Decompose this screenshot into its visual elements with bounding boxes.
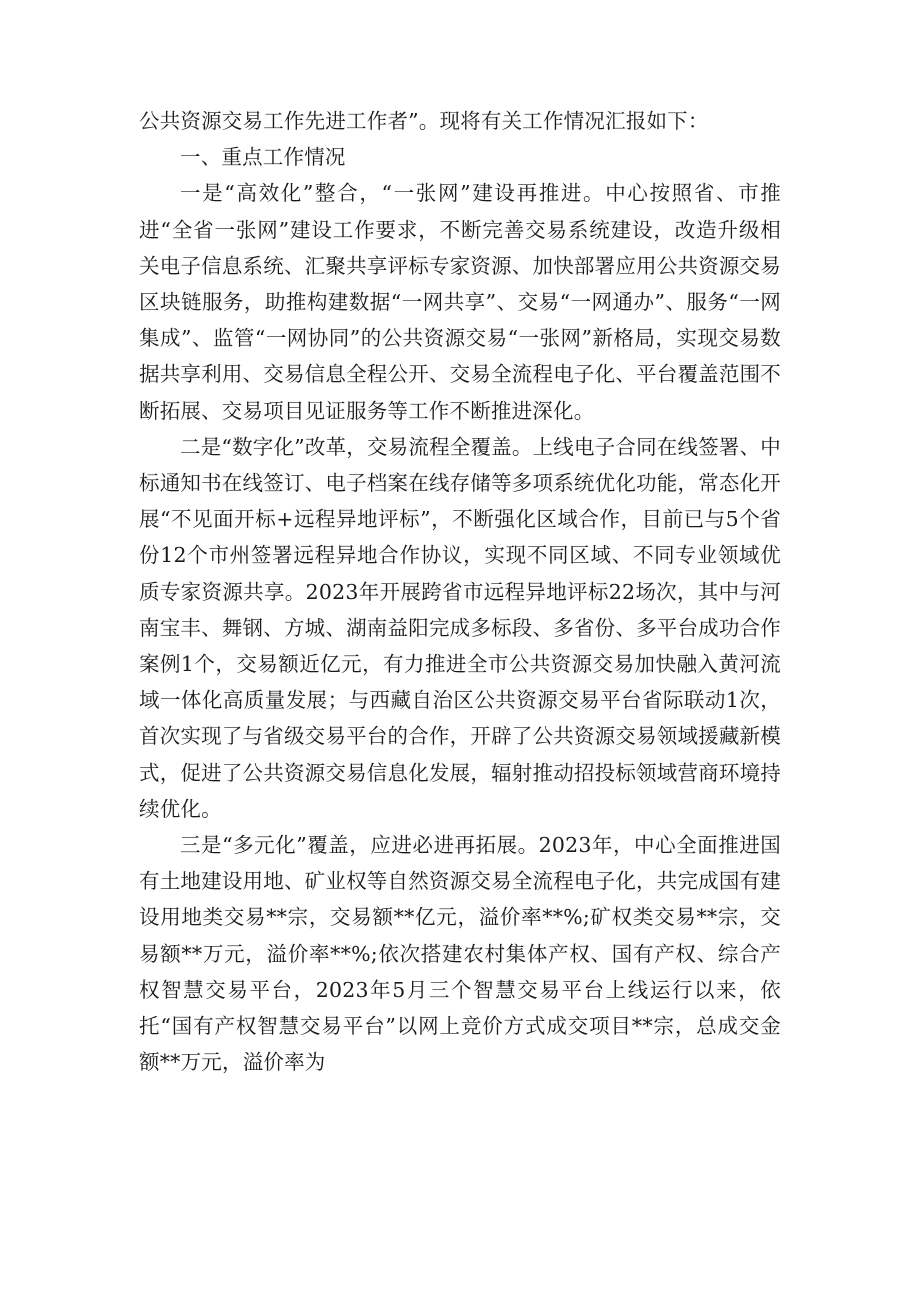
- paragraph-item-one: 一是“高效化”整合，“一张网”建设再推进。中心按照省、市推进“全省一张网”建设工作要求，不断完善交易系统建设，改造升级相关电子信息系统、汇聚共享评标专家资源、加快部署应用公共资源交易区块链服务，助推构建数据“一网共享”、交易“一网通办”、服务“一网集成”、监管“一网协同”的公共资源交易“一张网”新格局，实现交易数据共享利用、交易信息全程公开、交易全流程电子化、平台覆盖范围不断拓展、交易项目见证服务等工作不断推进深化。: [139, 181, 781, 423]
- paragraph-item-three: 三是“多元化”覆盖，应进必进再拓展。2023年，中心全面推进国有土地建设用地、矿业权等自然资源交易全流程电子化，共完成国有建设用地类交易**宗，交易额**亿元，溢价率**%;矿权类交易**宗，交易额**万元，溢价率**%;依次搭建农村集体产权、国有产权、综合产权智慧交易平台，2023年5月三个智慧交易平台上线运行以来，依托“国有产权智慧交易平台”以网上竞价方式成交项目**宗，总成交金额**万元，溢价率为: [139, 833, 781, 1075]
- document-body: [139, 103, 781, 1080]
- section-heading: 一、重点工作情况: [180, 145, 346, 170]
- paragraph-intro: 公共资源交易工作先进工作者”。现将有关工作情况汇报如下：: [139, 109, 709, 133]
- paragraph-item-two: 二是“数字化”改革，交易流程全覆盖。上线电子合同在线签署、中标通知书在线签订、电子档案在线存储等多项系统优化功能，常态化开展“不见面开标+远程异地评标”，不断强化区域合作，目前已与5个省份12个市州签署远程异地合作协议，实现不同区域、不同专业领域优质专家资源共享。2023年开展跨省市远程异地评标22场次，其中与河南宝丰、舞钢、方城、湖南益阳完成多标段、多省份、多平台成功合作案例1个，交易额近亿元，有力推进全市公共资源交易加快融入黄河流域一体化高质量发展；与西藏自治区公共资源交易平台省际联动1次，首次实现了与省级交易平台的合作，开辟了公共资源交易领域援藏新模式，促进了公共资源交易信息化发展，辐射推动招投标领域营商环境持续优化。: [139, 434, 781, 821]
